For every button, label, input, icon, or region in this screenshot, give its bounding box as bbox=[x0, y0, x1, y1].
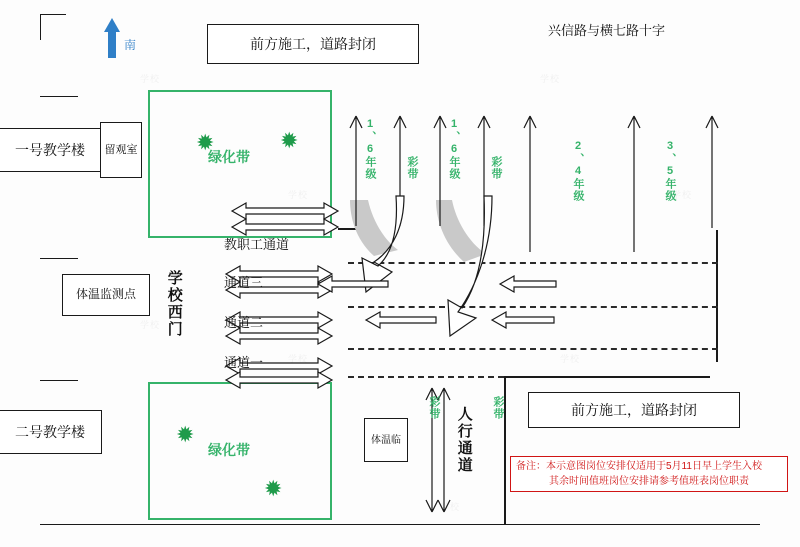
watermark: 学校 bbox=[288, 190, 309, 200]
building-no2: 二号教学楼 bbox=[0, 410, 102, 454]
green-area-top-label: 绿化带 bbox=[208, 149, 250, 165]
lane-label-grade-4: 3、5年级 bbox=[664, 140, 676, 202]
watermark: 学校 bbox=[540, 74, 561, 84]
banner-construction-top: 前方施工，道路封闭 bbox=[207, 24, 419, 64]
school-west-gate-label: 学校西门 bbox=[165, 270, 183, 338]
watermark: 学校 bbox=[560, 354, 581, 364]
banner-construction-bottom: 前方施工，道路封闭 bbox=[528, 392, 740, 428]
watermark: 学校 bbox=[140, 320, 161, 330]
pedestrian-passage-label: 人行通道 bbox=[455, 406, 473, 474]
temperature-monitor-point: 体温监测点 bbox=[62, 274, 150, 316]
note-box bbox=[510, 456, 788, 492]
lane-label-grade-2: 1、6年级 bbox=[448, 118, 460, 180]
lane-label-belt-1: 彩带 bbox=[406, 156, 418, 180]
green-area-bottom-label: 绿化带 bbox=[208, 442, 250, 458]
lane-label-grade-1: 1、6年级 bbox=[364, 118, 376, 180]
passage-label-2: 通道二 bbox=[224, 315, 264, 330]
lane-label-belt-2: 彩带 bbox=[490, 156, 502, 180]
building-no1: 一号教学楼 bbox=[0, 128, 102, 172]
lane-label-belt-4: 彩带 bbox=[492, 396, 504, 420]
plant-icon: ✹ bbox=[280, 128, 299, 153]
watermark: 学校 bbox=[672, 190, 693, 200]
plant-icon: ✹ bbox=[196, 130, 215, 155]
note-line-2: 其余时间值班岗位安排请参考值班表岗位职责 bbox=[549, 475, 749, 487]
temperature-temp-box: 体温临 bbox=[364, 418, 408, 462]
plant-icon: ✹ bbox=[176, 422, 195, 447]
passage-label-1: 通道一 bbox=[224, 355, 264, 370]
watermark: 学校 bbox=[140, 74, 161, 84]
compass-label: 南 bbox=[124, 38, 137, 52]
observation-room: 留观室 bbox=[100, 122, 142, 178]
lane-label-belt-3: 彩带 bbox=[428, 396, 440, 420]
lane-label-grade-3: 2、4年级 bbox=[572, 140, 584, 202]
plant-icon: ✹ bbox=[264, 476, 283, 501]
note-line-1: 备注：本示意图岗位安排仅适用于5月11日早上学生入校 bbox=[516, 461, 762, 472]
passage-label-3: 通道三 bbox=[224, 275, 264, 290]
watermark: 学校 bbox=[288, 354, 309, 364]
watermark: 学校 bbox=[440, 502, 461, 512]
passage-label-staff: 教职工通道 bbox=[224, 237, 290, 252]
page-title: 兴信路与横七路十字 bbox=[548, 23, 666, 38]
